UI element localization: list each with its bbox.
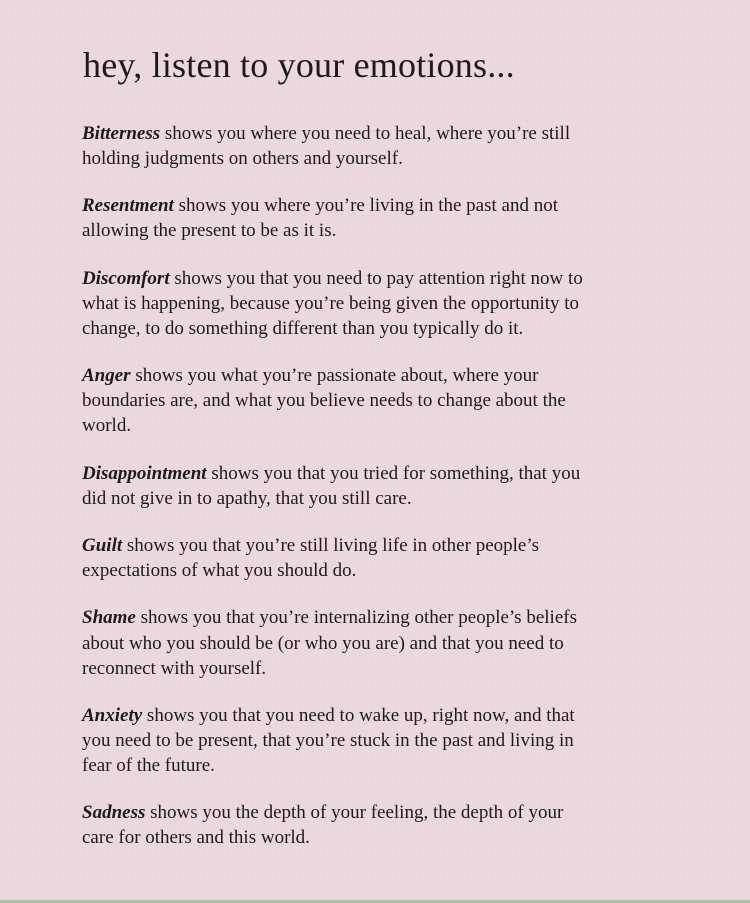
entry-line xyxy=(82,461,672,486)
entry-line: care for others and this world. xyxy=(82,827,310,849)
emotion-name: Anxiety xyxy=(82,704,143,726)
entry-line: change, to do something different than you typically do it. xyxy=(82,317,524,339)
entry-line xyxy=(82,533,672,558)
entry-line: reconnect with yourself. xyxy=(82,657,267,679)
emotion-entry-guilt xyxy=(82,533,672,583)
entry-text: shows you that you need to pay attention right now to xyxy=(169,267,583,289)
entry-line xyxy=(82,121,672,146)
entry-line: fear of the future. xyxy=(82,755,215,777)
entry-line xyxy=(82,703,672,728)
emotion-entry-anger xyxy=(82,363,672,438)
emotion-name: Bitterness xyxy=(82,123,161,144)
emotion-entry-anxiety xyxy=(82,703,672,778)
emotion-name: Guilt xyxy=(82,535,123,557)
entry-line: did not give in to apathy, that you still care. xyxy=(82,487,412,509)
entry-line xyxy=(82,363,672,388)
entry-text: shows you where you’re living in the past and not xyxy=(173,195,558,217)
entry-line: expectations of what you should do. xyxy=(82,560,357,582)
emotion-entry-resentment xyxy=(82,193,672,243)
emotion-entry-shame xyxy=(82,605,672,680)
entry-text: shows you what you’re passionate about, where your xyxy=(130,365,539,387)
emotion-name: Sadness xyxy=(82,802,146,824)
emotion-entry-disappointment xyxy=(82,461,672,511)
entry-text: shows you that you tried for something, that you xyxy=(206,462,581,484)
entry-line xyxy=(82,266,672,291)
entry-line: about who you should be (or who you are) and that you need to xyxy=(82,632,564,654)
emotion-name: Resentment xyxy=(82,195,174,217)
page-title: hey, listen to your emotions... xyxy=(83,45,515,85)
entry-line: you need to be present, that you’re stuck in the past and living in xyxy=(82,730,574,751)
emotion-entry-sadness xyxy=(82,800,672,850)
entry-line xyxy=(82,800,672,825)
entry-line: allowing the present to be as it is. xyxy=(82,220,337,242)
entry-text: shows you that you need to wake up, right now, and that xyxy=(142,704,575,726)
entry-line: boundaries are, and what you believe needs to change about the xyxy=(82,390,566,412)
emotion-list xyxy=(82,121,672,873)
entry-line: what is happening, because you’re being given the opportunity to xyxy=(82,292,580,314)
entry-text: shows you that you’re still living life in other people’s xyxy=(122,535,540,557)
emotion-name: Anger xyxy=(82,365,131,387)
emotion-entry-bitterness xyxy=(82,121,672,171)
emotion-entry-discomfort xyxy=(82,266,672,341)
entry-line xyxy=(82,605,672,630)
entry-text: shows you where you need to heal, where you’re still xyxy=(160,123,571,144)
entry-line xyxy=(82,193,672,218)
entry-text: shows you the depth of your feeling, the depth of your xyxy=(145,802,564,824)
emotion-name: Discomfort xyxy=(82,267,170,289)
emotion-name: Disappointment xyxy=(82,462,207,484)
entry-text: shows you that you’re internalizing other people’s beliefs xyxy=(135,607,577,629)
emotion-name: Shame xyxy=(82,607,136,629)
entry-line: holding judgments on others and yourself. xyxy=(82,148,403,170)
entry-line: world. xyxy=(82,415,132,437)
